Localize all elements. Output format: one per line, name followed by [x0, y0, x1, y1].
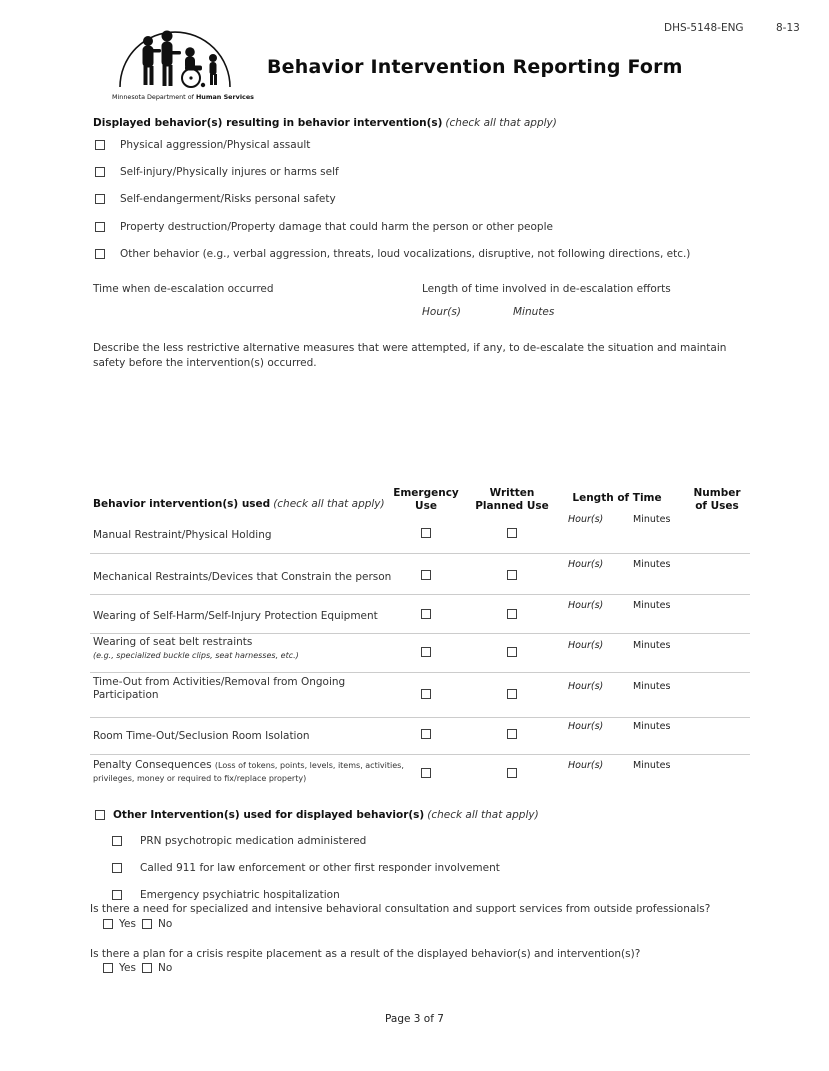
question-crisis-respite-text: Is there a plan for a crisis respite placement as a result of the displayed behavior(s) and intervention(s)? — [90, 948, 641, 960]
checkbox-mechanical-restraints-written[interactable] — [507, 570, 517, 580]
intervention-row-label: Mechanical Restraints/Devices that Constrain the person — [93, 571, 392, 583]
checkbox-property-destruction[interactable] — [95, 222, 105, 232]
form-revision: 8-13 — [776, 22, 800, 34]
row-divider — [90, 717, 750, 718]
intervention-row-note: (e.g., specialized buckle clips, seat harnesses, etc.) — [93, 651, 299, 660]
checkbox-crisis-respite-yes[interactable] — [103, 963, 113, 973]
logo-caption-prefix: Minnesota Department of — [112, 93, 194, 101]
checkbox-self-injury[interactable] — [95, 167, 105, 177]
minutes-label: Minutes — [633, 721, 671, 732]
displayed-behaviors-heading-hint: (check all that apply) — [445, 117, 557, 129]
other-interventions-heading-text: Other Intervention(s) used for displayed behavior(s) — [113, 809, 425, 821]
interventions-table-heading — [93, 498, 385, 510]
behavior-option-label: Other behavior (e.g., verbal aggression, threats, loud vocalizations, disruptive, not following directions, etc.) — [120, 248, 691, 260]
minutes-label: Minutes — [633, 600, 671, 611]
yes-label: Yes — [119, 962, 136, 974]
logo-caption-bold: Human Services — [195, 93, 254, 101]
intervention-row-label: Time-Out from Activities/Removal from Ongoing Participation — [93, 676, 346, 701]
checkbox-physical-aggression[interactable] — [95, 140, 105, 150]
row-divider — [90, 633, 750, 634]
column-header-emergency-use: Emergency Use — [393, 487, 459, 512]
row-divider — [90, 672, 750, 673]
checkbox-protection-equipment-written[interactable] — [507, 609, 517, 619]
form-number: DHS-5148-ENG — [664, 22, 744, 34]
intervention-row-label: Room Time-Out/Seclusion Room Isolation — [93, 730, 310, 742]
no-label: No — [158, 962, 173, 974]
intervention-row-label: Wearing of Self-Harm/Self-Injury Protection Equipment — [93, 610, 378, 622]
yes-label: Yes — [119, 918, 136, 930]
checkbox-called-911[interactable] — [112, 863, 122, 873]
other-intervention-option-label: PRN psychotropic medication administered — [140, 835, 367, 847]
other-intervention-option-label: Emergency psychiatric hospitalization — [140, 889, 340, 901]
other-interventions-heading-hint: (check all that apply) — [427, 809, 539, 821]
logo-caption — [112, 93, 254, 101]
behavior-option-label: Property destruction/Property damage that could harm the person or other people — [120, 221, 553, 233]
minutes-label: Minutes — [633, 681, 671, 692]
checkbox-emergency-hospitalization[interactable] — [112, 890, 122, 900]
checkbox-consultation-no[interactable] — [142, 919, 152, 929]
intervention-row-label — [93, 759, 405, 785]
no-label: No — [158, 918, 173, 930]
minutes-label: Minutes — [633, 559, 671, 570]
displayed-behaviors-heading-text: Displayed behavior(s) resulting in behavior intervention(s) — [93, 117, 443, 129]
hours-label: Hour(s) — [568, 640, 604, 651]
other-interventions-heading — [113, 809, 539, 821]
intervention-row-note: (Loss of tokens, points, levels, items, activities, privileges, money or required to fix/replace property) — [93, 761, 404, 783]
column-header-length-of-time: Length of Time — [572, 492, 662, 504]
checkbox-other-interventions[interactable] — [95, 810, 105, 820]
row-divider — [90, 594, 750, 595]
displayed-behaviors-heading — [93, 117, 557, 129]
checkbox-mechanical-restraints-emergency[interactable] — [421, 570, 431, 580]
hours-label: Hour(s) — [568, 760, 604, 771]
checkbox-room-time-out-written[interactable] — [507, 729, 517, 739]
deescalation-time-label: Time when de-escalation occurred — [93, 283, 274, 295]
hours-label: Hour(s) — [568, 559, 604, 570]
checkbox-crisis-respite-no[interactable] — [142, 963, 152, 973]
dhs-people-dome-icon — [112, 27, 238, 89]
checkbox-penalty-consequences-emergency[interactable] — [421, 768, 431, 778]
page-number: Page 3 of 7 — [385, 1013, 444, 1025]
other-intervention-option-label: Called 911 for law enforcement or other first responder involvement — [140, 862, 500, 874]
intervention-row-label: Manual Restraint/Physical Holding — [93, 529, 272, 541]
intervention-row-label-text: Wearing of seat belt restraints — [93, 636, 253, 648]
behavior-option-label: Self-injury/Physically injures or harms self — [120, 166, 339, 178]
checkbox-seat-belt-emergency[interactable] — [421, 647, 431, 657]
behavior-option-label: Self-endangerment/Risks personal safety — [120, 193, 336, 205]
checkbox-manual-restraint-written[interactable] — [507, 528, 517, 538]
checkbox-protection-equipment-emergency[interactable] — [421, 609, 431, 619]
checkbox-manual-restraint-emergency[interactable] — [421, 528, 431, 538]
checkbox-time-out-emergency[interactable] — [421, 689, 431, 699]
row-divider — [90, 553, 750, 554]
describe-prompt: Describe the less restrictive alternative measures that were attempted, if any, to de-escalate the situation and maintain safety before the intervention(s) occurred. — [93, 342, 727, 369]
column-header-number-of-uses: Number of Uses — [693, 487, 741, 512]
column-header-written-planned-use: Written Planned Use — [475, 487, 549, 512]
mn-dhs-logo — [112, 27, 254, 101]
question-consultation-text: Is there a need for specialized and intensive behavioral consultation and support services from outside professionals? — [90, 903, 711, 915]
checkbox-prn-medication[interactable] — [112, 836, 122, 846]
intervention-row-label-text: Penalty Consequences — [93, 759, 212, 771]
hours-label: Hour(s) — [568, 514, 604, 525]
hours-label: Hour(s) — [568, 721, 604, 732]
minutes-label: Minutes — [633, 760, 671, 771]
behavior-option-label: Physical aggression/Physical assault — [120, 139, 311, 151]
checkbox-consultation-yes[interactable] — [103, 919, 113, 929]
deescalation-hours-label: Hour(s) — [422, 306, 461, 318]
checkbox-time-out-written[interactable] — [507, 689, 517, 699]
minutes-label: Minutes — [633, 514, 671, 525]
intervention-row-label — [93, 636, 405, 662]
interventions-table-heading-text: Behavior intervention(s) used — [93, 498, 271, 510]
deescalation-length-label: Length of time involved in de-escalation efforts — [422, 283, 671, 295]
hours-label: Hour(s) — [568, 681, 604, 692]
interventions-table-heading-hint: (check all that apply) — [273, 498, 385, 510]
hours-label: Hour(s) — [568, 600, 604, 611]
checkbox-room-time-out-emergency[interactable] — [421, 729, 431, 739]
row-divider — [90, 754, 750, 755]
checkbox-self-endangerment[interactable] — [95, 194, 105, 204]
checkbox-seat-belt-written[interactable] — [507, 647, 517, 657]
deescalation-minutes-label: Minutes — [513, 306, 555, 318]
minutes-label: Minutes — [633, 640, 671, 651]
checkbox-other-behavior[interactable] — [95, 249, 105, 259]
page-title: Behavior Intervention Reporting Form — [267, 56, 683, 78]
checkbox-penalty-consequences-written[interactable] — [507, 768, 517, 778]
